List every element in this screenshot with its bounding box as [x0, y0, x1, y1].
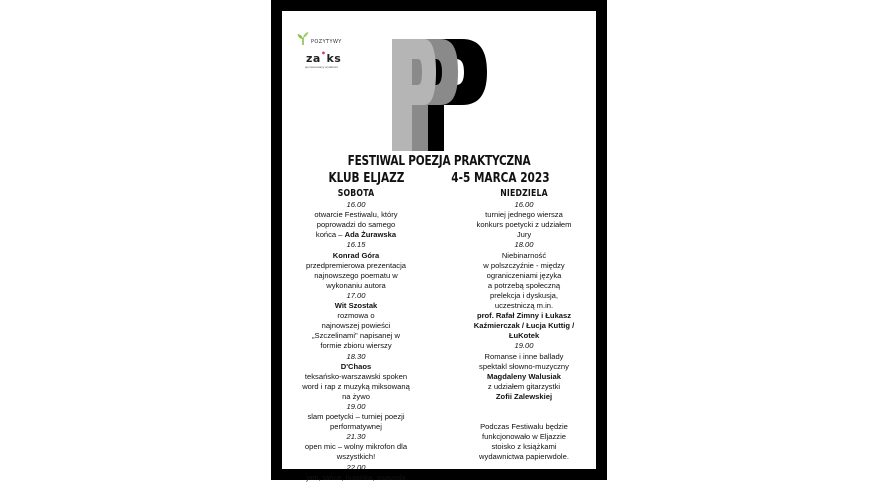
sunday-schedule-line: 18.00 [514, 240, 534, 250]
sunday-schedule-line: Romanse i inne ballady [484, 351, 564, 361]
sunday-schedule-line: konkurs poetycki z udziałem [476, 220, 572, 230]
saturday-schedule-line: teksańsko-warszawski spoken [304, 371, 408, 381]
saturday-schedule-line: poprowadzi do samego [316, 220, 396, 230]
saturday-schedule-line: D'Chaos [340, 361, 372, 371]
sunday-schedule-line: Kaźmierczak / Łucja Kuttig / [473, 321, 575, 331]
saturday-schedule-line: 22.00 [346, 462, 366, 472]
saturday-schedule [296, 200, 416, 483]
sunday-schedule-line: turniej jednego wiersza [485, 210, 563, 220]
saturday-schedule-line: przedpremierowa prezentacja [305, 260, 407, 270]
saturday-schedule-line: jam, tańce, hulanka, swawola [306, 472, 406, 482]
zaiks-text-b: ks [326, 52, 342, 65]
saturday-schedule-line: „Szczelinami" napisanej w [312, 331, 400, 341]
pozytywy-text: POZYTYWY [311, 39, 342, 45]
saturday-schedule-line: 19.00 [346, 401, 366, 411]
saturday-schedule-line: 16.15 [346, 240, 366, 250]
zaiks-logo [296, 49, 356, 65]
saturday-schedule-line: najnowszego poematu w [314, 270, 398, 280]
sunday-schedule-line: Magdaleny Walusiak [487, 371, 561, 381]
festival-title [282, 153, 596, 186]
saturday-schedule-line: word i rap z muzyką miksowaną [302, 381, 410, 391]
saturday-schedule-line: 16.00 [346, 200, 366, 210]
sunday-schedule-line: prelekcja i dyskusja, [490, 290, 558, 300]
sponsor-logos [296, 31, 356, 69]
saturday-schedule-line: na żywo [342, 391, 370, 401]
festival-p-logo [392, 39, 487, 151]
bookstand-note-line: funkcjonowało w Eljazzie [482, 432, 566, 442]
zaiks-text-a: za [306, 52, 321, 65]
saturday-schedule-line: końca – Ada Żurawska [315, 230, 397, 240]
zaiks-tagline: sponsorowany wydarzeń [305, 65, 339, 69]
venue: KLUB ELJAZZ [328, 170, 405, 186]
saturday-heading: SOBOTA [337, 188, 375, 199]
sunday-schedule-line: spektakl słowno-muzyczny [479, 361, 569, 371]
title-venue-dates [317, 170, 562, 186]
saturday-schedule-line: najnowszej powieści [321, 321, 391, 331]
sunday-column [458, 189, 590, 462]
dates: 4-5 MARCA 2023 [451, 170, 550, 186]
sunday-schedule-line: Zofii Zalewskiej [495, 391, 553, 401]
saturday-schedule-line: 18.30 [346, 351, 366, 361]
bookstand-note-line: stoisko z książkami [491, 442, 557, 452]
sunday-schedule-line: uczestniczą m.in. [494, 301, 554, 311]
sunday-schedule-line: ograniczeniami języka [486, 270, 562, 280]
sunday-schedule-line: a potrzebą społeczną [487, 280, 561, 290]
saturday-schedule-line: Konrad Góra [332, 250, 380, 260]
saturday-column [296, 189, 416, 483]
sunday-schedule-line: ŁuKotek [508, 331, 540, 341]
saturday-schedule-line: rozmowa o [337, 311, 375, 321]
sunday-schedule-line: 19.00 [514, 341, 534, 351]
sunday-schedule [458, 200, 590, 402]
sunday-schedule-line: Niebinarność [501, 250, 547, 260]
sunday-schedule-line: z udziałem gitarzystki [487, 381, 561, 391]
saturday-schedule-line: Wit Szostak [334, 301, 378, 311]
saturday-schedule-line: slam poetycki – turniej poezji [307, 412, 405, 422]
saturday-schedule-line: 21.30 [346, 432, 366, 442]
zaiks-dot: • [320, 49, 327, 58]
sprout-icon [296, 31, 310, 45]
sunday-heading: NIEDZIELA [500, 188, 548, 199]
saturday-schedule-line: formie zbioru wierszy [320, 341, 392, 351]
bookstand-note [458, 422, 590, 462]
title-main: FESTIWAL POEZJA PRAKTYCZNA [347, 153, 531, 169]
poster-frame [271, 0, 607, 480]
bookstand-note-line: wydawnictwa papierwdole. [479, 452, 569, 462]
sunday-schedule-line: 16.00 [514, 200, 534, 210]
sunday-schedule-line: w polszczyźnie - między [483, 260, 565, 270]
poster [282, 11, 596, 482]
bookstand-note-line: Podczas Festiwalu będzie [480, 421, 568, 431]
saturday-schedule-line: wszystkich! [336, 452, 376, 462]
saturday-schedule-line: open mic – wolny mikrofon dla [304, 442, 408, 452]
pozytywy-logo [296, 31, 356, 45]
sunday-schedule-line: prof. Rafał Zimny i Łukasz [476, 311, 572, 321]
saturday-schedule-line: wykonaniu autora [326, 280, 386, 290]
saturday-schedule-line: otwarcie Festiwalu, który [314, 210, 398, 220]
saturday-schedule-line: performatywnej [330, 422, 382, 432]
saturday-schedule-line: 17.00 [346, 290, 366, 300]
sunday-schedule-line: Jury [516, 230, 532, 240]
